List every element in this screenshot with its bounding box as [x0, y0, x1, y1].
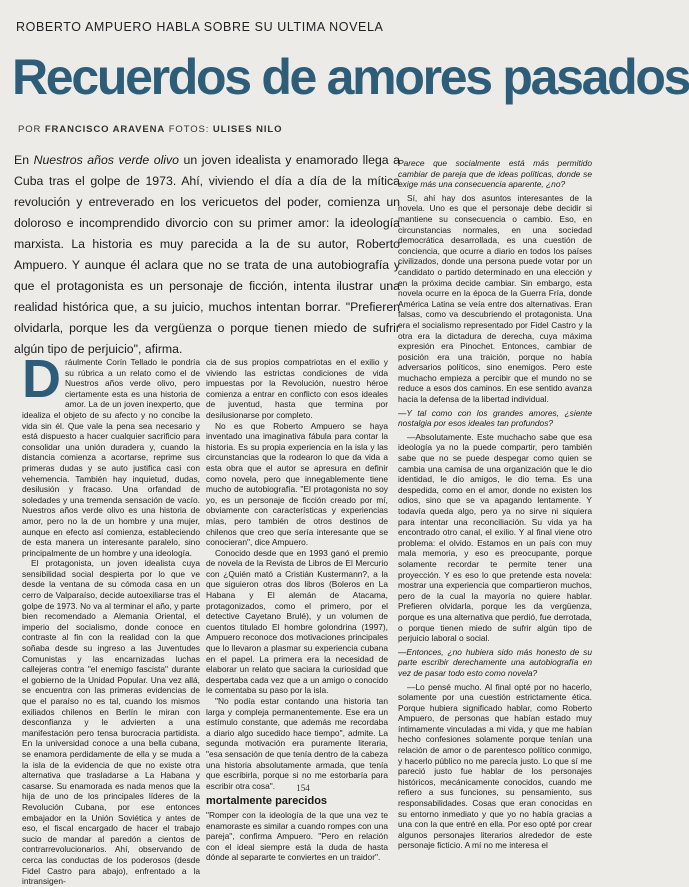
body-column-1	[22, 349, 200, 887]
interview-question: Parece que socialmente está más permitido cambiar de pareja que de ideas políticas, donde se exige más una consecuencia aparente, ¿no?	[398, 158, 592, 190]
kicker: ROBERTO AMPUERO HABLA SOBRE SU ULTIMA NOVELA	[16, 20, 384, 34]
interview-question: —Entonces, ¿no hubiera sido más honesto de su parte escribir derechamente una autobiografía en vez de pasar todo esto como novela?	[398, 646, 592, 678]
body-column-3	[398, 155, 592, 851]
lead-text-rest: un joven idealista y enamorado llega a Cuba tras el golpe de 1973. Ahí, viviendo el día a día de la mítica revolución y entreverado en los vericuetos del poder, comienza un doloroso e incomprendido divorcio con su primer amor: la ideología marxista. La historia es muy parecida a la de su autor, Roberto Ampuero. Y aunque él aclara que no se trata de una autobiografía y que el protagonista es un personaje de ficción, intenta ilustrar una realidad histórica que, a su juicio, muchos intentan borrar. "Prefieren olvidarla, porque les da vergüenza o porque tienen miedo de sufrir algún tipo de perjuicio", afirma.	[14, 153, 400, 356]
byline-por-label: POR	[18, 124, 42, 135]
drop-cap: D	[22, 349, 61, 409]
lead-text-start: En	[14, 153, 34, 167]
interview-question: —Y tal como con los grandes amores, ¿siente nostalgia por esos ideales tan profundos?	[398, 407, 592, 429]
col1-paragraph-text: ráulmente Corín Tellado le pondría su rúbrica a un relato como el de Nuestros años verde olivo, pero ciertamente esta es una historia de amor. La de un joven inexperto, que idealiza el objeto de su afecto y no concibe la vida sin él. Que vale la pena sea necesario y está dispuesto a hacer cualquier sacrificio para consolidar una unión duradera y, cuando la distancia comienza a acortarse, reprime sus primeras dudas y se auto justifica casi con vehemencia. También hay inquietud, dudas, desilusión y fracaso. Una orfandad de soledades y una tremenda sensación de vacío. Nuestros años verde olivo es una historia de amor, pero no la de un hombre y una mujer, aunque en efecto así comienza, estableciendo de esta manera un interesante paralelo, sino principalmente de un hombre y una ideología.	[22, 357, 200, 558]
page-number: 154	[296, 783, 310, 793]
byline	[18, 124, 518, 135]
col2-paragraph: cia de sus propios compatriotas en el exilio y viviendo las estrictas condiciones de vida impuestas por la Revolución, nuestro héroe comienza a entrar en conflicto con esos ideales de juventud, hasta que termina por desilusionarse por completo.	[206, 357, 388, 420]
interview-answer: —Absolutamente. Este muchacho sabe que esa ideología ya no la puede compartir, pero también sabe que no se puede despegar como quien se cambia una camisa de una organización que le dio identidad, le dio amigos, le dio tema. Es una despedida, como en el amor, donde no existen los odios, sino que se va apagando lentamente. Y todavía queda algo, pero ya no sirve ni siquiera para intentar una reconciliación. Su vida ya ha encontrado otro canal, el exilio. Y al final viene otro problema: el olvido. Estamos en un país con muy mala memoria, y eso es preocupante, porque solamente recordar te permite tener una proyección. Y es eso lo que pretende esta novela: mostrar una experiencia que compartieron muchos, pero de la cual la mayoría no quiere hablar. Prefieren olvidarla, porque les da vergüenza, porque es una alternativa que perdió, fue derrotada, o porque tienen miedo de sufrir algún tipo de perjuicio laboral o social.	[398, 431, 592, 644]
byline-fotos-label: FOTOS:	[168, 124, 210, 135]
section-subhead: mortalmente parecidos	[206, 795, 328, 808]
interview-answer: Sí, ahí hay dos asuntos interesantes de la novela. Uno es que el personaje debe decidir si mantiene su consecuencia o cambio. Eso, en circunstancias normales, en una sociedad democrática desarrollada, es una cuestión de conciencia, que ocurre a diario en todos los países civilizados, donde una persona puede votar por un candidato o partido determinado en una elección y en la próxima decide cambiar. Sin embargo, esta novela ocurre en la época de la Guerra Fría, donde América Latina se veía entre dos alternativas. Eran falsas, como va descubriendo el protagonista. Una era el socialismo representado por Fidel Castro y la otra era la dictadura de derecha, cuya máxima expresión era Pinochet. Entonces, cambiar de posición era una traición, porque no había adversarios políticos, sino enemigos. Pero este muchacho empieza a percibir que el mundo no se reduce a esos dos caminos. En ese sentido avanza hacia la defensa de la libertad individual.	[398, 192, 592, 405]
headline: Recuerdos de amores pasados	[12, 49, 689, 105]
interview-answer: —Lo pensé mucho. Al final opté por no hacerlo, solamente por una cuestión estrictamente ética. Porque hubiera significado hablar, como Roberto Ampuero, de personas que habían estado muy íntimamente vinculadas a mi vida, y que me habían hecho confesiones solamente porque tenían una relación de amor o de parentesco político conmigo, y hacerlo público no me parecía justo. Lo que sí me pareció justo fue hablar de los personajes históricos, mecánicamente conocidos, cuando me refiero a sus funciones, su pensamiento, sus responsabilidades. Cosas que eran conocidas en su entorno inmediato y que yo no había gracias a una con la que entré en ella. Por eso opté por crear algunos personajes literarios alrededor de este personaje ficticio. A mí no me interesa el	[398, 681, 592, 851]
byline-author: FRANCISCO ARAVENA	[44, 124, 166, 135]
col1-paragraph: El protagonista, un joven idealista cuya sensibilidad social despierta por lo que ve desde la ventana de su cómoda casa en un cerro de Valparaíso, decide autoexiliarse tras el golpe de 1973. No va al terminar el año, y parte bien recomendado a Alemania Oriental, el imperio del socialismo, donde conoce en contraste al fin con la realidad con la que soñaba desde su ingreso a las Juventudes Comunistas y las encarnizadas luchas callejeras contra "el enemigo fascista" durante el gobierno de la Unidad Popular. Una vez allá, se encuentra con las primeras evidencias de que el paraíso no es tal, cuando los mismos exiliados chilenos en Berlín le miran con desconfianza y le advierten a una manifestación pero tensa burocracia partidista. En la universidad conoce a una bella cubana, se enamora perdidamente de ella y se muda a la isla de la evidencia de que no existe otra alternativa que trasladarse a La Habana y casarse. Su enamorada es nada menos que la hija de uno de los principales líderes de la Revolución Cubana, por ese entonces embajador en la Unión Soviética y antes de eso, el fiscal encargado de hacer el trabajo sucio de mandar al paredón a cientos de contrarrevolucionarios. Ahí, observando de cerca las conductas de los poderosos (desde Fidel Castro para abajo), enfrentado a la intransigen-	[22, 558, 200, 887]
byline-photographer: ULISES NILO	[212, 124, 283, 135]
col2-paragraph: No es que Roberto Ampuero se haya inventado una imaginativa fábula para contar la historia. Es su propia experiencia en la isla y las circunstancias que la rodearon lo que da vida a esta obra que el autor se apresura en definir como novela, pero que innegablemente tiene mucho de autobiografía. "El protagonista no soy yo, es un personaje de ficción creado por mí, obviamente con características y experiencias mías, pero también de otros destinos de chilenos que creo que sería interesante que se conocieran", dice Ampuero.	[206, 420, 388, 548]
body-column-2	[206, 357, 388, 863]
col2-paragraph: "No podía estar contando una historia tan larga y compleja permanentemente. Ese era un estímulo constante, que además me recordaba a diario algo sucedido hace tiempo", admite. La segunda motivación era puramente literaria, "esa sensación de que tenía dentro de la cabeza una historia absolutamente armada, que tenía que escribirla, porque si no me estorbaría para escribir otra cosa".	[206, 696, 388, 791]
col2-paragraph: "Romper con la ideología de la que una vez te enamoraste es similar a cuando rompes con una pareja", confirma Ampuero. "Pero en relación con el ideal siempre está la duda de hasta dónde al separarte te conviertes en un traidor".	[206, 809, 388, 863]
lead-paragraph	[14, 150, 400, 360]
lead-book-title: Nuestros años verde olivo	[33, 153, 180, 167]
col2-paragraph: Conocido desde que en 1993 ganó el premio de novela de la Revista de Libros de El Mercurio con ¿Quién mató a Cristián Kustermann?, a la que siguieron otras dos libros (Boleros en La Habana y El alemán de Atacama, protagonizados, como el primero, por el detective Cayetano Brulé), y un volumen de cuentos titulado El hombre golondrina (1997), Ampuero reconoce dos motivaciones principales que lo llevaron a plasmar su experiencia cubana en el papel. La primera era la necesidad de elaborar un relato que saciara la curiosidad que despertaba cada vez que a un amigo o conocido le comentaba su paso por la isla.	[206, 547, 388, 696]
col1-paragraph	[22, 349, 200, 558]
